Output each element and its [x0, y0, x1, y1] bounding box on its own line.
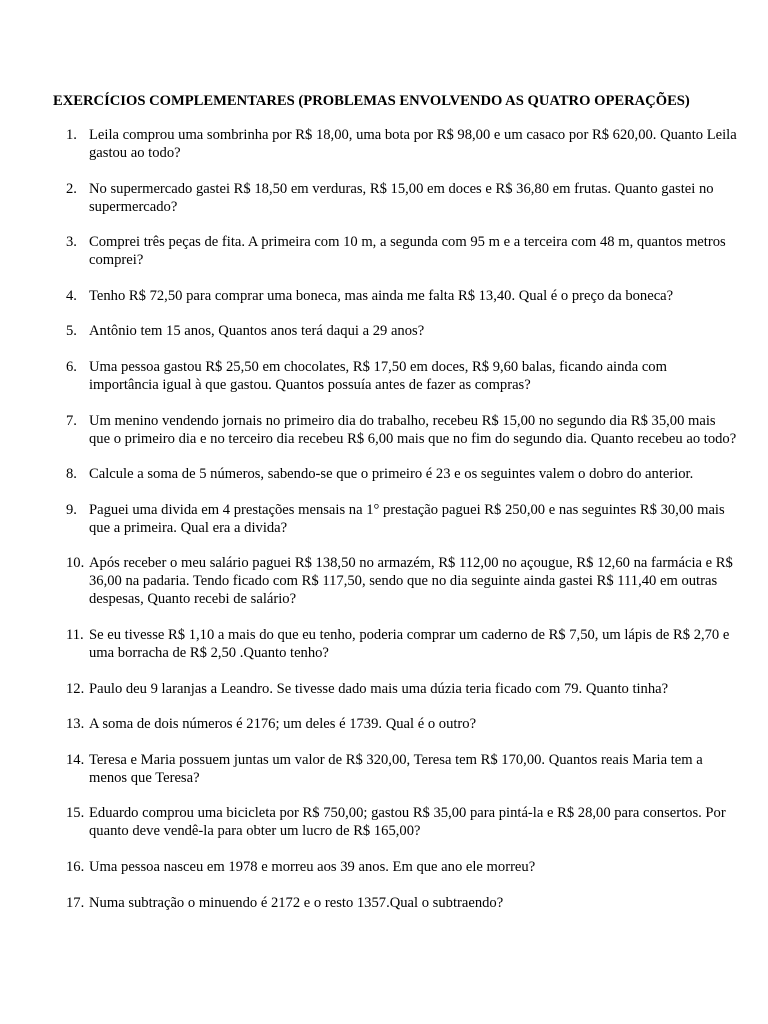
exercise-number: 13. [66, 716, 85, 733]
exercise-text: Teresa e Maria possuem juntas um valor de R$ 320,00, Teresa tem R$ 170,00. Quantos reais Maria tem a menos que Teresa? [89, 751, 703, 786]
exercise-item [0, 680, 768, 698]
exercise-item [0, 358, 768, 394]
exercise-item [0, 894, 768, 912]
exercise-item [0, 126, 768, 162]
document-title: EXERCÍCIOS COMPLEMENTARES (PROBLEMAS ENVOLVENDO AS QUATRO OPERAÇÕES) [53, 93, 690, 109]
exercise-number: 17. [66, 894, 85, 911]
exercise-text: Tenho R$ 72,50 para comprar uma boneca, mas ainda me falta R$ 13,40. Qual é o preço da boneca? [89, 287, 674, 304]
exercise-text: Antônio tem 15 anos, Quantos anos terá daqui a 29 anos? [89, 323, 425, 340]
exercise-text: Paguei uma divida em 4 prestações mensais na 1° prestação paguei R$ 250,00 e nas seguintes R$ 30,00 mais que a primeira. Qual era a divida? [89, 501, 725, 536]
exercise-item [0, 804, 768, 840]
exercise-text: Leila comprou uma sombrinha por R$ 18,00, uma bota por R$ 98,00 e um casaco por R$ 620,00. Quanto Leila gastou ao todo? [89, 127, 737, 161]
exercise-number: 5. [66, 323, 77, 340]
exercise-list [0, 126, 768, 929]
exercise-number: 2. [66, 180, 77, 197]
exercise-number: 15. [66, 805, 85, 822]
exercise-item [0, 715, 768, 733]
exercise-item [0, 858, 768, 876]
exercise-number: 7. [66, 412, 77, 429]
exercise-number: 9. [66, 501, 77, 518]
exercise-number: 16. [66, 858, 85, 875]
exercise-item [0, 626, 768, 662]
exercise-text: Uma pessoa nasceu em 1978 e morreu aos 39 anos. Em que ano ele morreu? [89, 858, 536, 875]
exercise-text: Um menino vendendo jornais no primeiro dia do trabalho, recebeu R$ 15,00 no segundo dia R$ 35,00 mais que o primeiro dia e no terceiro dia recebeu R$ 6,00 mais que no fim do segundo dia. Quanto recebeu ao todo? [89, 412, 737, 447]
exercise-number: 8. [66, 466, 77, 483]
exercise-number: 11. [66, 626, 84, 643]
exercise-item [0, 554, 768, 608]
exercise-text: Paulo deu 9 laranjas a Leandro. Se tivesse dado mais uma dúzia teria ficado com 79. Quanto tinha? [89, 680, 669, 697]
exercise-item [0, 322, 768, 340]
exercise-text: Comprei três peças de fita. A primeira com 10 m, a segunda com 95 m e a terceira com 48 m, quantos metros comprei? [89, 234, 726, 269]
exercise-item [0, 465, 768, 483]
exercise-text: Após receber o meu salário paguei R$ 138,50 no armazém, R$ 112,00 no açougue, R$ 12,60 na farmácia e R$ 36,00 na padaria. Tendo ficado com R$ 117,50, sendo que no dia seguinte ainda gastei R$ 111,40 em outras despesas, Quanto recebi de salário? [89, 555, 733, 608]
exercise-text: A soma de dois números é 2176; um deles é 1739. Qual é o outro? [89, 716, 477, 733]
exercise-text: Eduardo comprou uma bicicleta por R$ 750,00; gastou R$ 35,00 para pintá-la e R$ 28,00 para consertos. Por quanto deve vendê-la para obter um lucro de R$ 165,00? [89, 805, 726, 840]
exercise-number: 14. [66, 751, 85, 768]
exercise-number: 6. [66, 358, 77, 375]
exercise-number: 10. [66, 555, 85, 572]
exercise-item [0, 287, 768, 305]
exercise-item [0, 751, 768, 787]
exercise-text: Numa subtração o minuendo é 2172 e o resto 1357.Qual o subtraendo? [89, 894, 504, 911]
exercise-text: No supermercado gastei R$ 18,50 em verduras, R$ 15,00 em doces e R$ 36,80 em frutas. Quanto gastei no supermercado? [89, 180, 714, 215]
exercise-item [0, 180, 768, 216]
exercise-number: 4. [66, 287, 77, 304]
exercise-text: Calcule a soma de 5 números, sabendo-se que o primeiro é 23 e os seguintes valem o dobro do anterior. [89, 466, 694, 483]
exercise-number: 12. [66, 680, 85, 697]
exercise-text: Uma pessoa gastou R$ 25,50 em chocolates, R$ 17,50 em doces, R$ 9,60 balas, ficando ainda com importância igual à que gastou. Quantos possuía antes de fazer as compras? [89, 358, 667, 393]
exercise-item [0, 233, 768, 269]
exercise-item [0, 501, 768, 537]
exercise-number: 1. [66, 127, 77, 143]
exercise-item [0, 412, 768, 448]
exercise-text: Se eu tivesse R$ 1,10 a mais do que eu tenho, poderia comprar um caderno de R$ 7,50, um lápis de R$ 2,70 e uma borracha de R$ 2,50 .Quanto tenho? [89, 626, 730, 661]
exercise-number: 3. [66, 234, 77, 251]
